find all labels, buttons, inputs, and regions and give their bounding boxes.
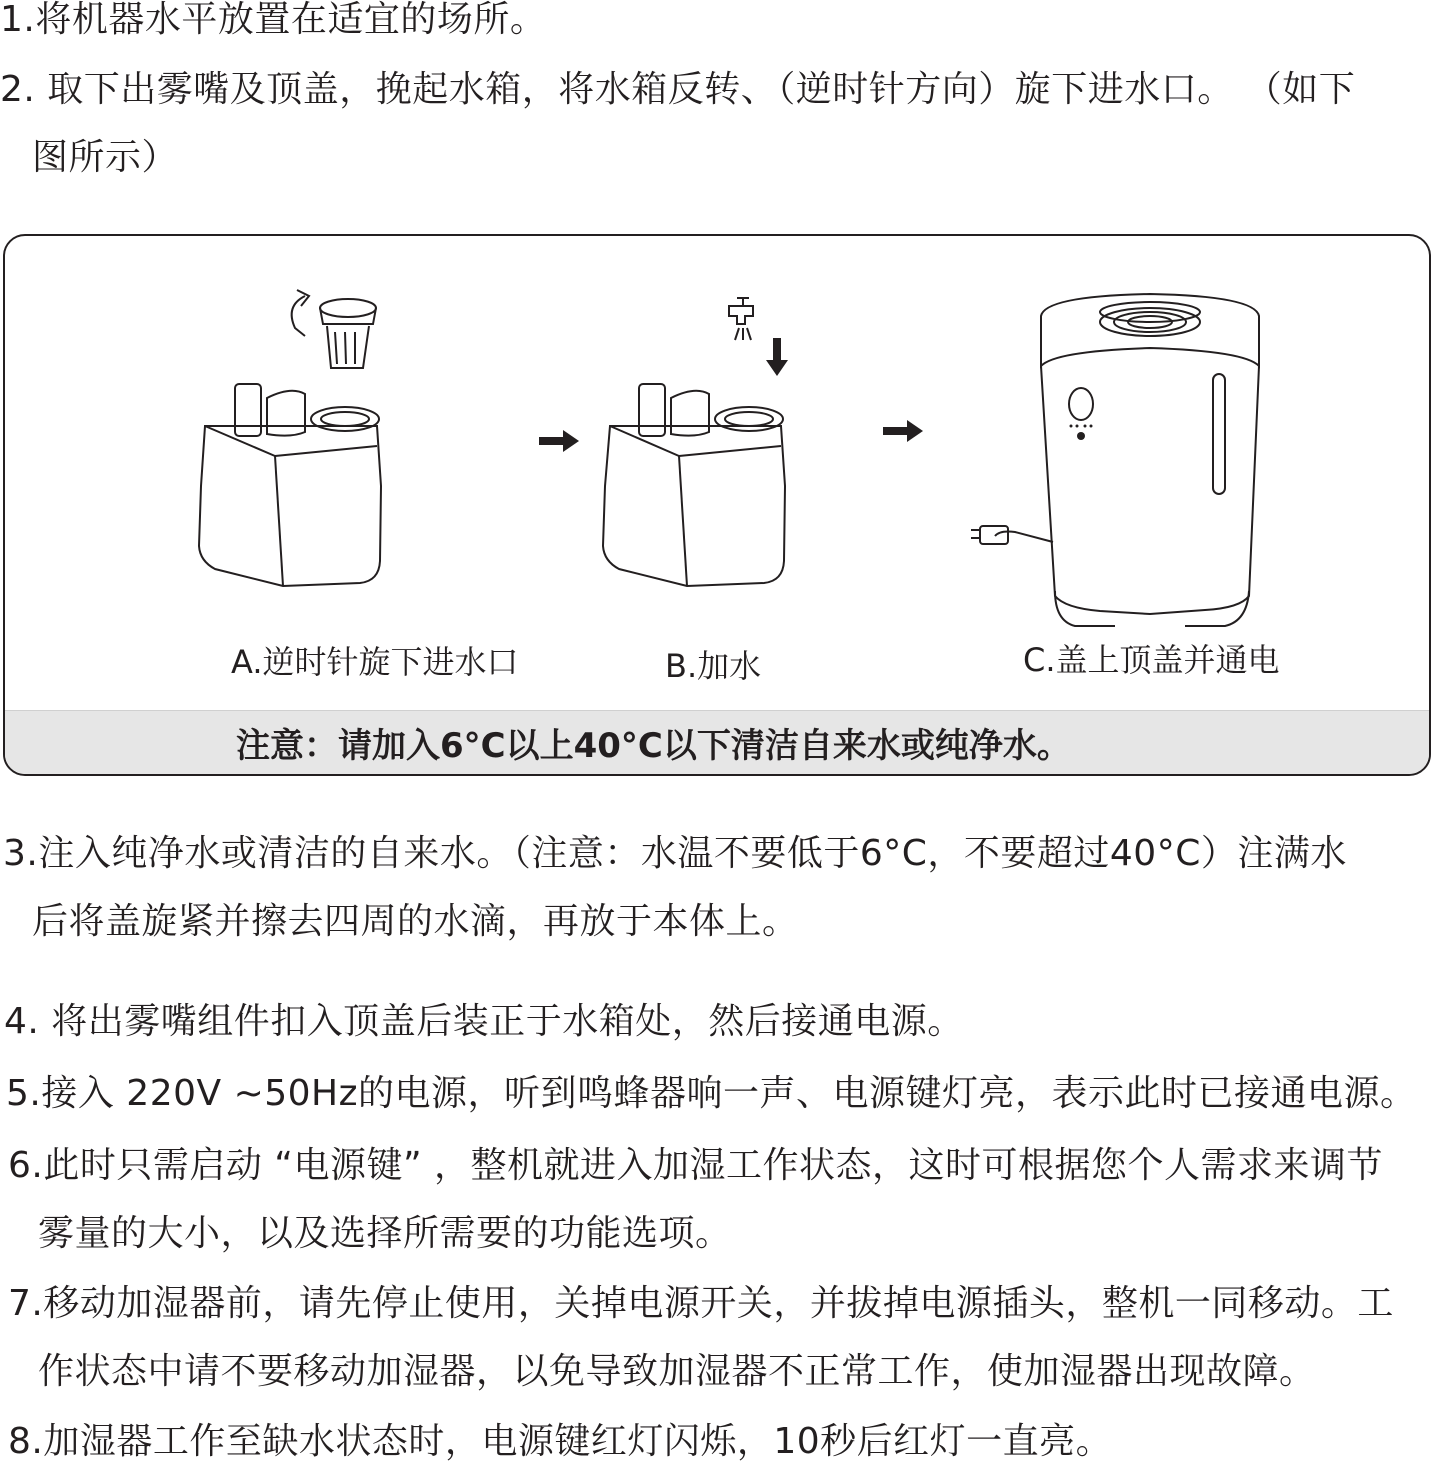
step-8: 8.加湿器工作至缺水状态时，电源键红灯闪烁，10秒后红灯一直亮。 <box>8 1421 1113 1462</box>
note-text: 注意：请加入6°C以上40°C以下清洁自来水或纯净水。 <box>236 726 1071 766</box>
step-1: 1.将机器水平放置在适宜的场所。 <box>0 0 547 40</box>
caption-b: B.加水 <box>665 647 762 685</box>
arrow-right-icon <box>883 420 923 442</box>
step-3-line-2: 后将盖旋紧并擦去四周的水滴，再放于本体上。 <box>32 901 799 942</box>
water-tank-b-icon <box>603 384 785 586</box>
caption-a: A.逆时针旋下进水口 <box>231 643 519 681</box>
step-7-line-2: 作状态中请不要移动加湿器，以免导致加湿器不正常工作，使加湿器出现故障。 <box>38 1351 1316 1392</box>
instruction-figure-panel <box>3 234 1431 776</box>
step-4: 4. 将出雾嘴组件扣入顶盖后装正于水箱处，然后接通电源。 <box>4 1001 964 1042</box>
caption-c: C.盖上顶盖并通电 <box>1023 641 1280 679</box>
arrow-down-icon <box>766 338 788 376</box>
step-3-line-1: 3.注入纯净水或清洁的自来水。（注意：水温不要低于6°C，不要超过40°C）注满水 <box>3 833 1347 874</box>
humidifier-unit-icon <box>971 294 1259 626</box>
step-2-line-2: 图所示） <box>32 137 179 178</box>
water-inlet-cap-icon <box>292 290 376 368</box>
step-6-line-2: 雾量的大小，以及选择所需要的功能选项。 <box>38 1213 732 1254</box>
step-5: 5.接入 220V ~50Hz的电源，听到鸣蜂器响一声、电源键灯亮，表示此时已接通电源。 <box>6 1073 1417 1114</box>
faucet-icon <box>729 298 753 340</box>
step-7-line-1: 7.移动加湿器前，请先停止使用，关掉电源开关，并拔掉电源插头，整机一同移动。工 <box>8 1283 1394 1324</box>
step-2-line-1: 2. 取下出雾嘴及顶盖，挽起水箱，将水箱反转、（逆时针方向）旋下进水口。 （如下 <box>0 69 1356 110</box>
arrow-right-icon <box>539 430 579 452</box>
water-tank-a-icon <box>199 384 381 586</box>
step-6-line-1: 6.此时只需启动 “电源键” ，整机就进入加湿工作状态，这时可根据您个人需求来调节 <box>8 1145 1384 1186</box>
